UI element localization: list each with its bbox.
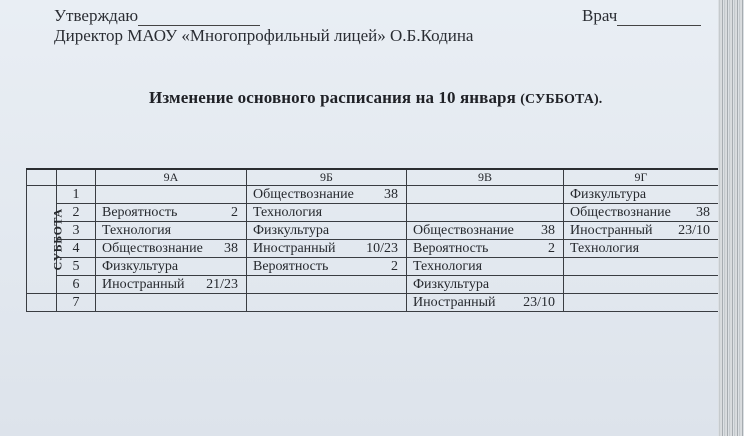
table-header-row <box>27 169 719 186</box>
room-number: 10/23 <box>366 241 398 256</box>
lesson-cell <box>247 258 407 276</box>
table-row <box>27 258 719 276</box>
lesson-cell <box>247 204 407 222</box>
lesson-cell <box>247 276 407 294</box>
class-header-9a: 9А <box>96 169 247 186</box>
lesson-cell <box>564 258 719 276</box>
room-number <box>238 258 240 275</box>
room-number: 2 <box>231 205 238 220</box>
room-number <box>398 222 400 239</box>
page-stack-edge <box>718 0 744 436</box>
room-number: 38 <box>541 223 555 238</box>
title-day: (СУББОТА). <box>520 92 603 107</box>
subject-name: Вероятность <box>413 241 489 256</box>
lesson-cell <box>407 222 564 240</box>
lesson-cell <box>96 276 247 294</box>
subject-name: Вероятность <box>253 259 329 274</box>
num-header-cell <box>57 169 96 186</box>
lesson-cell <box>247 240 407 258</box>
lesson-cell <box>407 294 564 312</box>
lesson-cell <box>96 240 247 258</box>
lesson-cell <box>564 186 719 204</box>
room-number <box>710 186 712 203</box>
subject-name: Обществознание <box>570 205 671 220</box>
class-header-9g: 9Г <box>564 169 719 186</box>
subject-name: Обществознание <box>102 241 203 256</box>
room-number: 2 <box>548 241 555 256</box>
room-number: 21/23 <box>206 277 238 292</box>
approve-line <box>54 6 260 26</box>
lesson-cell <box>96 258 247 276</box>
room-number: 2 <box>391 259 398 274</box>
lesson-cell <box>564 222 719 240</box>
lesson-cell <box>247 186 407 204</box>
subject-name: Физкультура <box>413 277 490 292</box>
lesson-number: 2 <box>57 204 96 222</box>
subject-name: Иностранный <box>413 295 496 310</box>
lesson-cell <box>564 240 719 258</box>
lesson-cell <box>564 276 719 294</box>
lesson-cell <box>247 294 407 312</box>
subject-name: Физкультура <box>253 223 330 238</box>
doctor-signature-line <box>617 25 701 26</box>
title-main: Изменение основного расписания на 10 января <box>149 88 516 107</box>
room-number <box>398 204 400 221</box>
lesson-cell <box>564 294 719 312</box>
subject-name: Обществознание <box>413 223 514 238</box>
doctor-label: Врач <box>582 6 618 25</box>
lesson-cell <box>96 222 247 240</box>
page-title <box>149 88 602 108</box>
director-line: Директор МАОУ «Многопрофильный лицей» О.Б.Кодина <box>54 26 474 45</box>
room-number: 38 <box>384 187 398 202</box>
approve-label: Утверждаю <box>54 6 139 25</box>
subject-name: Физкультура <box>570 187 647 202</box>
table-row <box>27 240 719 258</box>
lesson-number: 7 <box>57 294 96 312</box>
lesson-number: 4 <box>57 240 96 258</box>
day-label-cell <box>27 186 65 294</box>
table-row <box>27 186 719 204</box>
class-header-9v: 9В <box>407 169 564 186</box>
room-number: 23/10 <box>678 223 710 238</box>
table-row <box>27 222 719 240</box>
table-row <box>27 204 719 222</box>
lesson-cell <box>407 204 564 222</box>
lesson-cell <box>247 222 407 240</box>
day-header-cell <box>27 169 57 186</box>
lesson-number: 6 <box>57 276 96 294</box>
lesson-cell <box>96 294 247 312</box>
lesson-number: 5 <box>57 258 96 276</box>
subject-name: Технология <box>253 205 323 220</box>
room-number: 38 <box>224 241 238 256</box>
subject-name: Иностранный <box>102 277 185 292</box>
subject-name: Технология <box>102 223 172 238</box>
lesson-number: 1 <box>57 186 96 204</box>
table-row <box>27 276 719 294</box>
subject-name: Иностранный <box>253 241 336 256</box>
lesson-number: 3 <box>57 222 96 240</box>
table-row <box>27 294 719 312</box>
subject-name: Технология <box>413 259 483 274</box>
day-label: СУББОТА <box>50 208 65 271</box>
room-number <box>555 276 557 293</box>
lesson-cell <box>96 186 247 204</box>
room-number <box>238 222 240 239</box>
lesson-cell <box>407 276 564 294</box>
subject-name: Физкультура <box>102 259 179 274</box>
lesson-cell <box>407 258 564 276</box>
room-number <box>555 258 557 275</box>
subject-name: Вероятность <box>102 205 178 220</box>
room-number: 38 <box>696 205 710 220</box>
lesson-cell <box>564 204 719 222</box>
schedule-table <box>26 168 719 312</box>
subject-name: Технология <box>570 241 640 256</box>
subject-name: Обществознание <box>253 187 354 202</box>
class-header-9b: 9Б <box>247 169 407 186</box>
room-number <box>710 240 712 257</box>
lesson-cell <box>407 186 564 204</box>
day-label-cell-empty <box>27 294 57 312</box>
room-number: 23/10 <box>523 295 555 310</box>
doctor-line <box>582 6 701 26</box>
lesson-cell <box>407 240 564 258</box>
subject-name: Иностранный <box>570 223 653 238</box>
lesson-cell <box>96 204 247 222</box>
